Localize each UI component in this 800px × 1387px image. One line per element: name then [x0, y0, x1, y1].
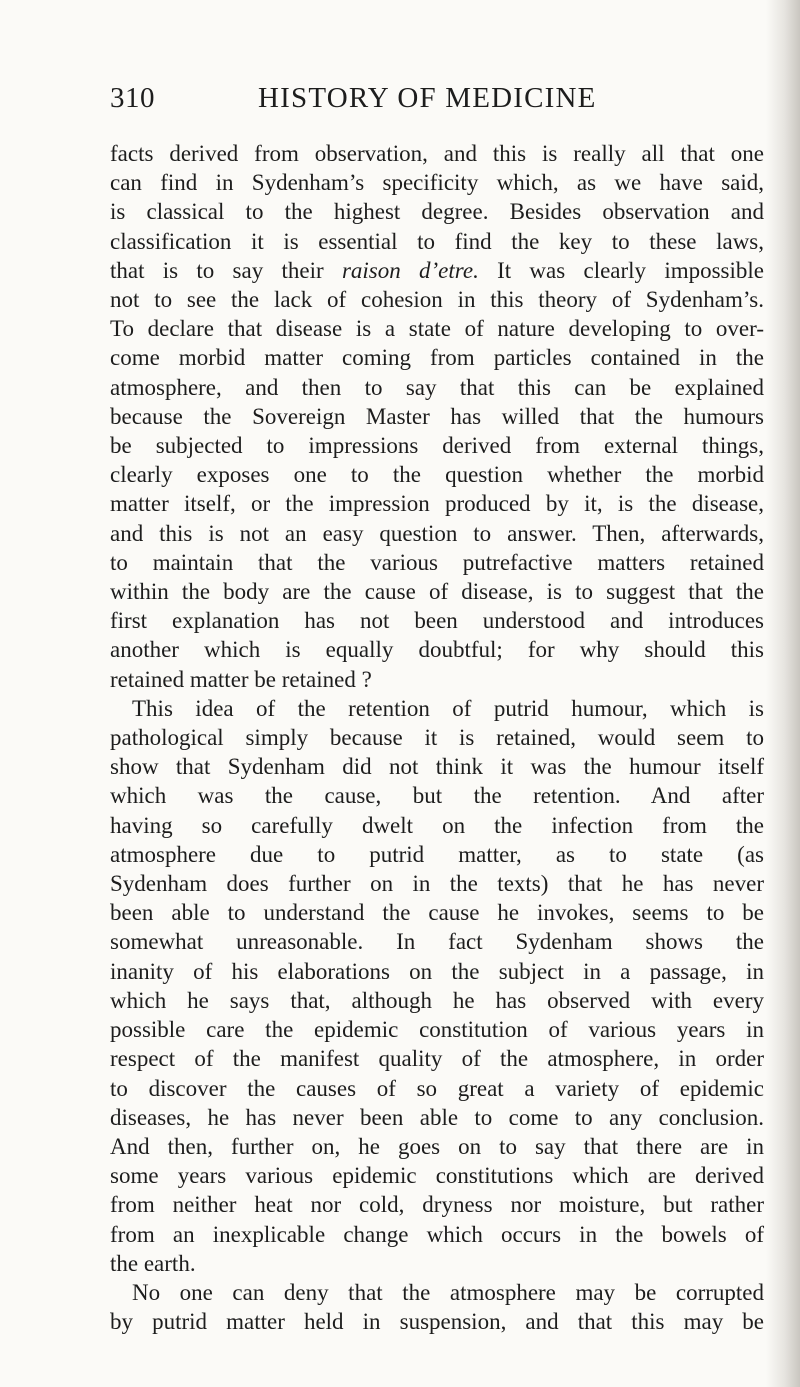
text-line: been able to understand the cause he invokes, seems to be [110, 900, 764, 926]
text-line: inanity of his elaborations on the subject in a passage, in [110, 958, 764, 984]
text-line: Sydenham does further on in the texts) that he has never [110, 871, 764, 897]
text-line: atmosphere, and then to say that this can be explained [110, 374, 764, 400]
paragraph-3 [110, 1278, 764, 1336]
text-line: to maintain that the various putrefactive matters retained [110, 549, 764, 575]
text-line: because the Sovereign Master has willed that the humours [110, 403, 764, 429]
text-line: respect of the manifest quality of the atmosphere, in order [110, 1046, 764, 1072]
text-line: And then, further on, he goes on to say that there are in [110, 1133, 764, 1159]
text-line: from an inexplicable change which occurs in the bowels of [110, 1221, 764, 1247]
text-line: pathological simply because it is retained, would seem to [110, 725, 764, 751]
body-text [110, 139, 764, 1336]
running-head: HISTORY OF MEDICINE [258, 82, 597, 114]
italic-phrase: raison d’etre. [341, 257, 479, 283]
text-line: show that Sydenham did not think it was the humour itself [110, 754, 764, 780]
text-line: some years various epidemic constitutions which are derived [110, 1163, 764, 1189]
text-line: having so carefully dwelt on the infection from the [110, 812, 764, 838]
text-line: possible care the epidemic constitution of various years in [110, 1017, 764, 1043]
text-line [110, 256, 764, 285]
text-line: To declare that disease is a state of nature developing to over- [110, 316, 764, 342]
paragraph-2 [110, 694, 764, 1278]
text-line: and this is not an easy question to answer. Then, afterwards, [110, 520, 764, 546]
text-line: not to see the lack of cohesion in this theory of Sydenham’s. [110, 287, 764, 313]
text-line: clearly exposes one to the question whether the morbid [110, 462, 764, 488]
paragraph-1 [110, 139, 764, 694]
page-header [110, 82, 730, 122]
text-line: This idea of the retention of putrid humour, which is [132, 695, 764, 721]
text-line: come morbid matter coming from particles contained in the [110, 345, 764, 371]
text-line: another which is equally doubtful; for why should this [110, 637, 764, 663]
text-line: to discover the causes of so great a variety of epidemic [110, 1075, 764, 1101]
text-line: which he says that, although he has observed with every [110, 987, 764, 1013]
page-edge-shadow [766, 0, 800, 1387]
text-line: matter itself, or the impression produced by it, is the disease, [110, 491, 764, 517]
text-line: retained matter be retained ? [110, 666, 372, 692]
text-run: It was clearly impossible [478, 257, 765, 283]
text-line: is classical to the highest degree. Besides observation and [110, 199, 764, 225]
text-line: can find in Sydenham’s specificity which, as we have said, [110, 170, 764, 196]
text-line: facts derived from observation, and this is really all that one [110, 141, 764, 166]
page-number: 310 [110, 82, 155, 114]
text-line: within the body are the cause of disease, is to suggest that the [110, 579, 764, 605]
text-line: be subjected to impressions derived from external things, [110, 433, 764, 459]
text-line: diseases, he has never been able to come to any conclusion. [110, 1104, 764, 1130]
text-line: classification it is essential to find the key to these laws, [110, 228, 764, 254]
text-line: atmosphere due to putrid matter, as to state (as [110, 841, 764, 867]
text-line: first explanation has not been understood and introduces [110, 608, 764, 634]
text-line: somewhat unreasonable. In fact Sydenham shows the [110, 929, 764, 955]
text-line: from neither heat nor cold, dryness nor moisture, but rather [110, 1192, 764, 1218]
text-line: the earth. [110, 1250, 196, 1276]
text-line: which was the cause, but the retention. And after [110, 783, 764, 809]
text-line: by putrid matter held in suspension, and that this may be [110, 1309, 764, 1335]
text-run: that is to say their [110, 257, 342, 283]
text-line: No one can deny that the atmosphere may be corrupted [132, 1279, 764, 1305]
